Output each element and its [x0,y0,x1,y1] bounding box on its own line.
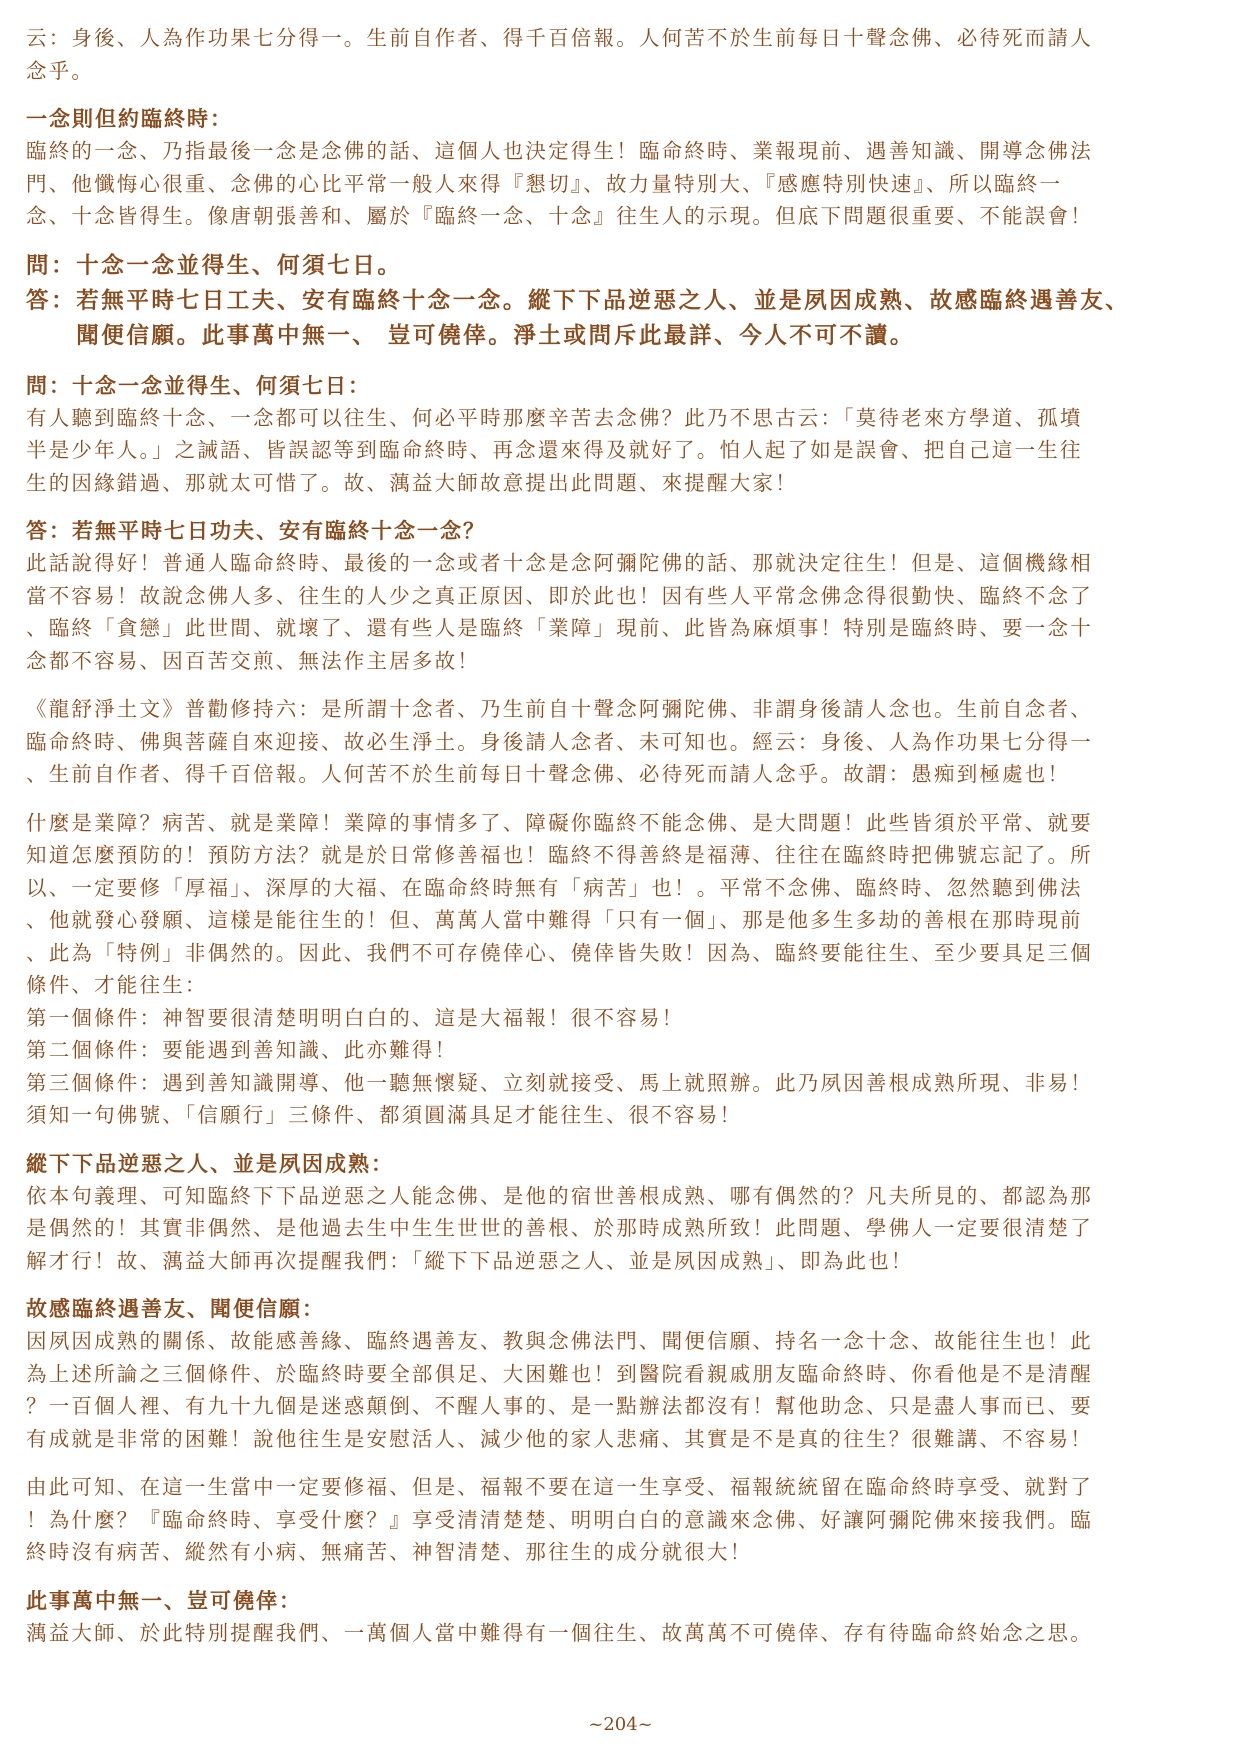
paragraph-cultivate-blessings: 由此可知、在這一生當中一定要修福、但是、福報不要在這一生享受、福報統統留在臨命終時享受、就對了 ！為什麼？『臨命終時、享受什麼？』享受清清楚楚、明明白白的意識來念佛、好讓阿彌陀佛來接我們。臨 終時沒有病苦、縱然有小病、無痛苦、神智清楚、那往生的成分就很大！ [26,1475,1093,1564]
page-content [26,22,1218,1649]
answer-row [26,284,1218,354]
intro-paragraph: 云：身後、人為作功果七分得一。生前自作者、得千百倍報。人何苦不於生前每日十聲念佛、必待死而請人 念乎。 [26,26,1093,83]
paragraph-no-luck: 蕅益大師、於此特別提醒我們、一萬個人當中難得有一個往生、故萬萬不可僥倖、存有待臨命終始念之思。 [26,1620,1093,1645]
heading-one-thought: 一念則但約臨終時： [26,107,233,131]
condition-three: 第三個條件：遇到善知識開導、他一聽無懷疑、立刻就接受、馬上就照辦。此乃夙因善根成熟所現、非易！ 須知一句佛號、「信願行」三條件、都須圓滿具足才能往生、很不容易！ [26,1070,1093,1127]
condition-two: 第二個條件：要能遇到善知識、此亦難得！ [26,1038,458,1062]
heading-lowest-grade: 縱下下品逆惡之人、並是夙因成熟： [26,1151,394,1176]
answer-label: 答： [26,287,77,314]
heading-good-friend: 故感臨終遇善友、聞便信願： [26,1297,325,1321]
question-text: 十念一念並得生、何須七日。 [76,252,403,279]
condition-one: 第一個條件：神智要很清楚明明白白的、這是大福報！很不容易！ [26,1005,685,1030]
answer-text: 若無平時七日工夫、安有臨終十念一念。縱下下品逆惡之人、並是夙因成熟、故感臨終遇善友、 聞便信願。此事萬中無一、 豈可僥倖。淨土或問斥此最詳、今人不可不讀。 [76,287,1131,349]
heading-no-luck: 此事萬中無一、豈可僥倖： [26,1588,302,1613]
spacer [26,354,1218,370]
paragraph-lowest-grade: 依本句義理、可知臨終下下品逆惡之人能念佛、是他的宿世善根成熟、哪有偶然的？凡夫所見的、都認為那 是偶然的！其實非偶然、是他過去生中生生世世的善根、於那時成熟所致！此問題、學佛人一定要很清楚了 解才行！故、蕅益大師再次提醒我們：「縱下下品逆惡之人、並是夙因成熟」、即為此也！ [26,1183,1093,1273]
paragraph-longshu-quote: 《龍舒淨土文》普勸修持六：是所謂十念者、乃生前自十聲念阿彌陀佛、非謂身後請人念也。生前自念者、 臨命終時、佛與菩薩自來迎接、故必生淨土。身後請人念者、未可知也。經云：身後、人為作功果七分得一 、生前自作者、得千百倍報。人何苦不於生前每日十聲念佛、必待死而請人念乎。故謂：愚痴到極處也！ [26,697,1093,786]
paragraph-one-thought: 臨終的一念、乃指最後一念是念佛的話、這個人也決定得生！臨命終時、業報現前、遇善知識、開導念佛法 門、他懺悔心很重、念佛的心比平常一般人來得『懇切』、故力量特別大、『感應特別快速』、所以臨終一 念、十念皆得生。像唐朝張善和、屬於『臨終一念、十念』往生人的示現。但底下問題很重要、不能誤會！ [26,139,1093,228]
heading-question: 問：十念一念並得生、何須七日： [26,373,371,398]
paragraph-good-friend: 因夙因成熟的關係、故能感善緣、臨終遇善友、教與念佛法門、聞便信願、持名一念十念、故能往生也！此 為上述所論之三個條件、於臨終時要全部俱足、大困難也！到醫院看親戚朋友臨命終時、你看他是不是清醒 ？一百個人裡、有九十九個是迷惑顛倒、不醒人事的、是一點辦法都沒有！幫他助念、只是盡人事而已、要 有成就是非常的困難！說他往生是安慰活人、減少他的家人悲痛、其實是不是真的往生？很難講、不容易！ [26,1329,1093,1451]
page-number: ~204~ [588,1714,653,1735]
question-label: 問： [26,252,77,279]
heading-answer: 答：若無平時七日功夫、安有臨終十念一念？ [26,519,486,543]
paragraph-answer: 此話說得好！普通人臨命終時、最後的一念或者十念是念阿彌陀佛的話、那就決定往生！但是、這個機緣相 當不容易！故說念佛人多、往生的人少之真正原因、即於此也！因有些人平常念佛念得很勤快、臨終不念了 、臨終「貪戀」此世間、就壞了、還有些人是臨終「業障」現前、此皆為麻煩事！特別是臨終時、要一念十 念都不容易、因百苦交煎、無法作主居多故！ [26,551,1093,673]
paragraph-karma: 什麼是業障？病苦、就是業障！業障的事情多了、障礙你臨終不能念佛、是大問題！此些皆須於平常、就要 知道怎麼預防的！預防方法？就是於日常修善福也！臨終不得善終是福薄、往往在臨終時把佛號忘記了。所 以、一定要修「厚福」、深厚的大福、在臨命終時無有「病苦」也！。平常不念佛、臨終時、忽然聽到佛法 、他就發心發願、這樣是能往生的！但、萬萬人當中難得「只有一個」、那是他多生多劫的善根在那時現前 、此為「特例」非偶然的。因此、我們不可存僥倖心、僥倖皆失敗！因為、臨終要能往生、至少要具足三個 條件、才能往生： [26,810,1093,997]
question-row [26,249,1218,284]
paragraph-question: 有人聽到臨終十念、一念都可以往生、何必平時那麼辛苦去念佛？此乃不思古云：「莫待老來方學道、孤墳 半是少年人。」之誡語、皆誤認等到臨命終時、再念還來得及就好了。怕人起了如是誤會、把自己這一生往 生的因緣錯過、那就太可惜了。故、蕅益大師故意提出此問題、來提醒大家！ [26,405,1083,495]
qa-block [26,249,1218,354]
